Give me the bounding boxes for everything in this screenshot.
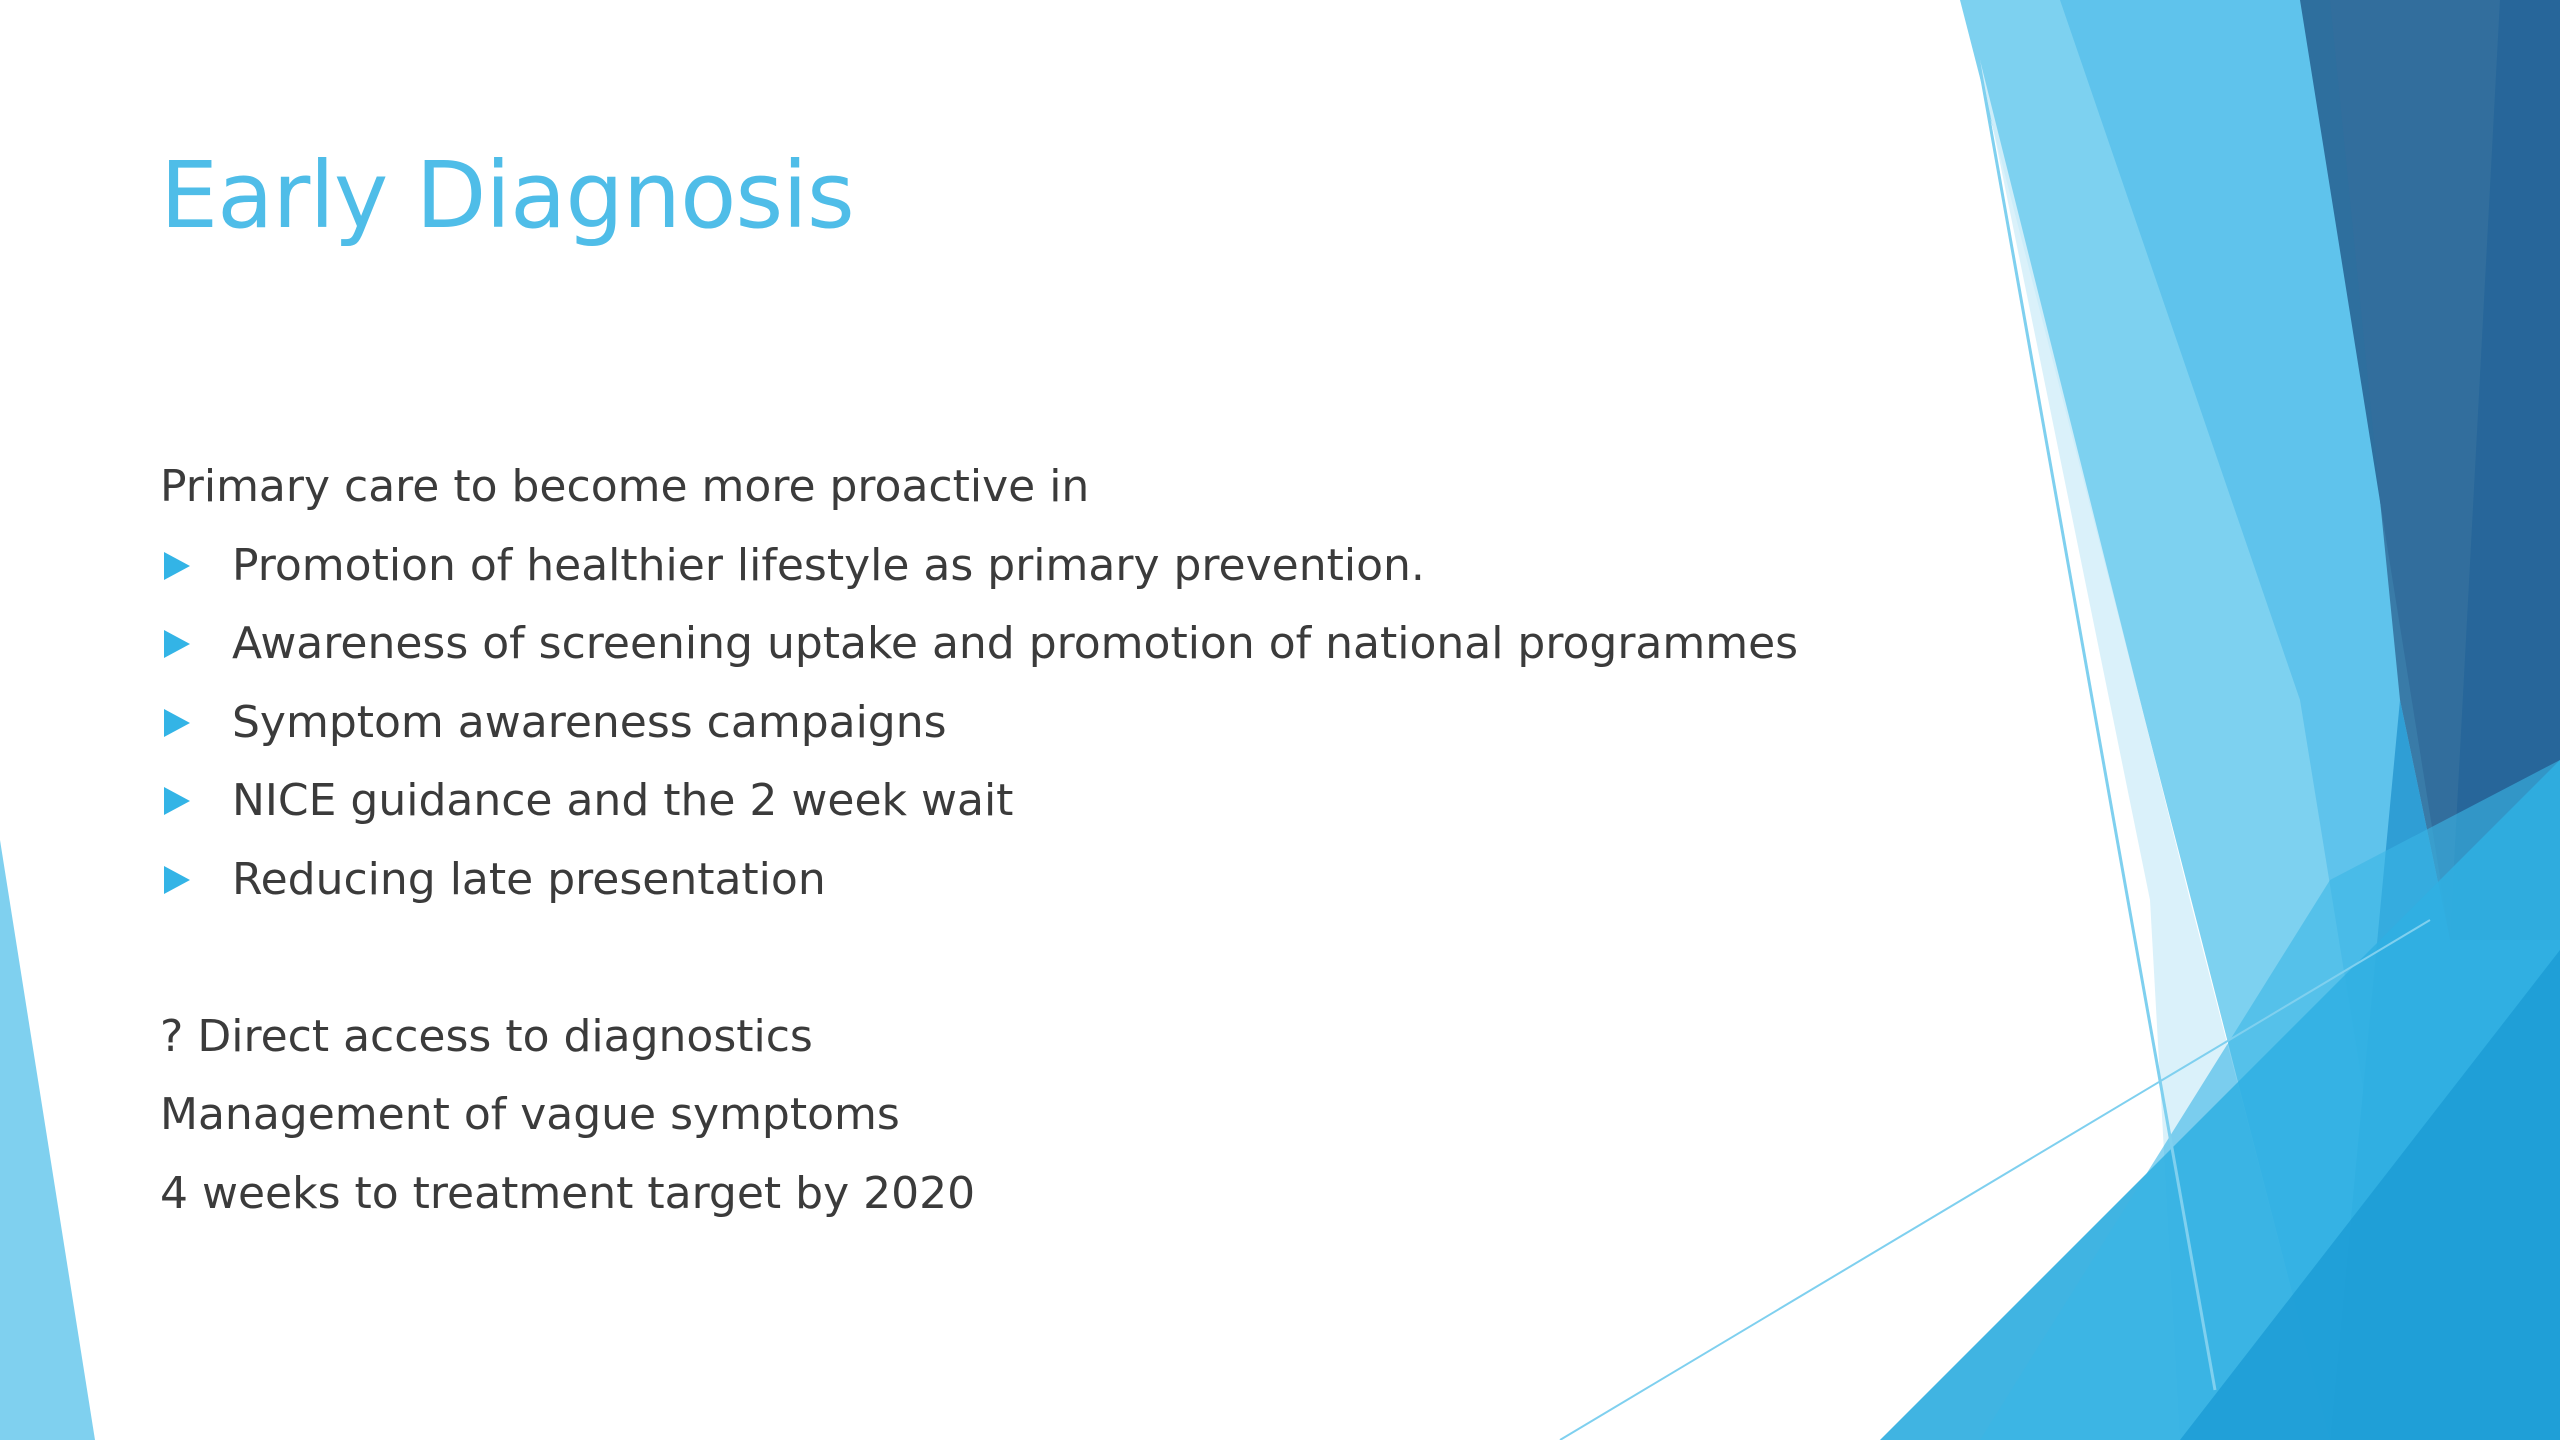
bullet-text: Awareness of screening uptake and promotion of national programmes [232,618,1799,669]
intro-line: Primary care to become more proactive in [160,461,1090,512]
bullet-item [160,684,1860,763]
bullet-text: Reducing late presentation [232,853,826,905]
spacer [160,919,1860,998]
bullet-item [160,841,1860,920]
triangle-bullet-icon [164,709,190,737]
slide-body [160,448,1860,1233]
note-line: 4 weeks to treatment target by 2020 [160,1167,976,1219]
triangle-bullet-icon [164,630,190,658]
bullet-text: NICE guidance and the 2 week wait [232,775,1014,826]
facet-left-sliver [0,840,95,1440]
bullet-item [160,527,1860,606]
triangle-bullet-icon [164,866,190,894]
triangle-bullet-icon [164,787,190,815]
slide-title: Early Diagnosis [160,142,854,249]
bullet-text: Promotion of healthier lifestyle as primary prevention. [232,539,1425,591]
bullet-item [160,605,1860,684]
note-line: ? Direct access to diagnostics [160,1010,813,1062]
bullet-item [160,762,1860,841]
note-line: Management of vague symptoms [160,1089,900,1140]
bullet-text: Symptom awareness campaigns [232,696,947,748]
triangle-bullet-icon [164,552,190,580]
